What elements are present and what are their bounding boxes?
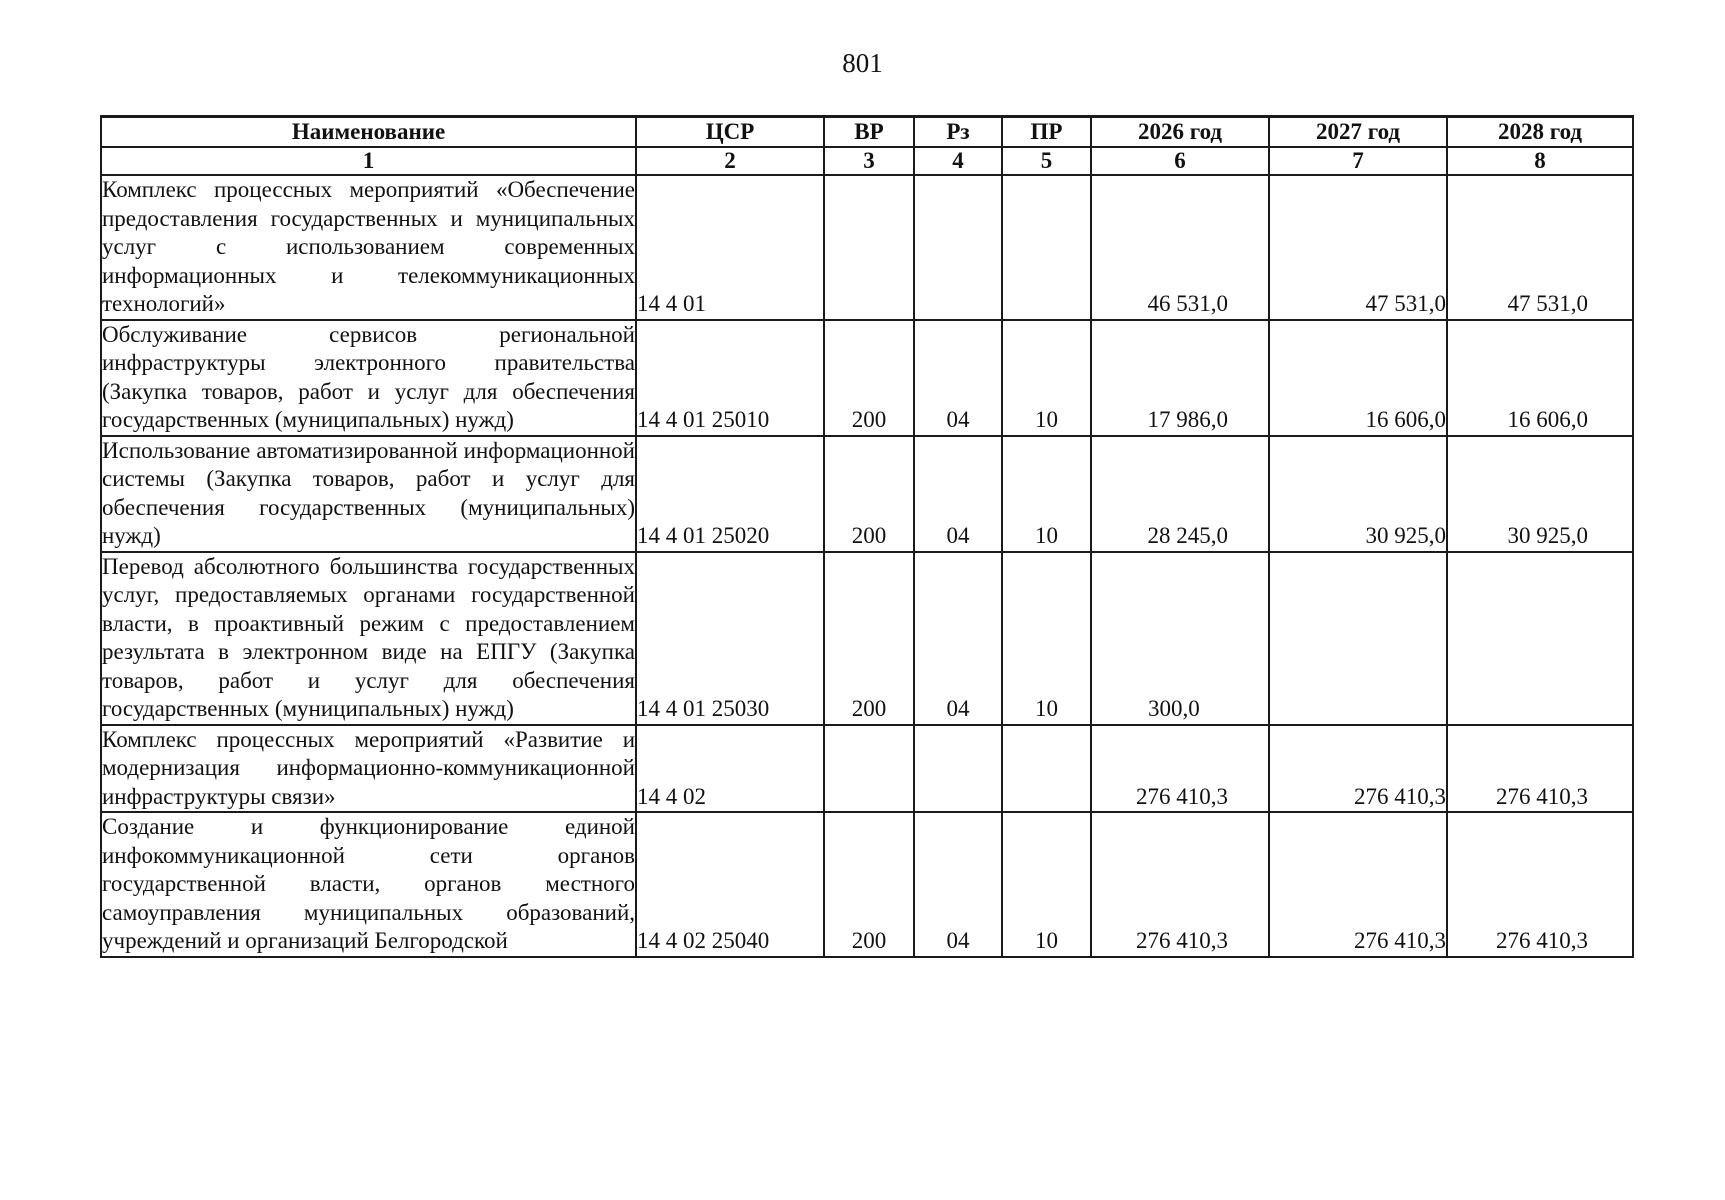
table-row (101, 436, 1633, 552)
row-2028: 30 925,0 (1447, 436, 1633, 552)
row-2026: 276 410,3 (1091, 812, 1269, 957)
row-name: Комплекс процессных мероприятий «Обеспечение предоставления государственных и муниципальных услуг с использованием современных информационных и телекоммуникационных технологий» (101, 175, 636, 320)
page-number: 801 (842, 48, 883, 78)
row-2028: 16 606,0 (1447, 320, 1633, 436)
row-csr: 14 4 02 25040 (636, 812, 824, 957)
row-rz: 04 (914, 320, 1002, 436)
header-vr: ВР (824, 117, 914, 148)
row-rz (914, 725, 1002, 813)
column-number-row (101, 147, 1633, 175)
row-csr: 14 4 02 (636, 725, 824, 813)
row-rz: 04 (914, 812, 1002, 957)
column-number: 5 (1002, 147, 1091, 175)
row-2027 (1269, 552, 1447, 725)
column-number: 2 (636, 147, 824, 175)
header-csr: ЦСР (636, 117, 824, 148)
row-rz: 04 (914, 436, 1002, 552)
row-name: Комплекс процессных мероприятий «Развитие и модернизация информационно-коммуникационной инфраструктуры связи» (101, 725, 636, 813)
row-csr: 14 4 01 25010 (636, 320, 824, 436)
column-number: 8 (1447, 147, 1633, 175)
row-pr: 10 (1002, 320, 1091, 436)
row-vr: 200 (824, 320, 914, 436)
row-vr (824, 725, 914, 813)
row-2026: 46 531,0 (1091, 175, 1269, 320)
row-2027: 276 410,3 (1269, 812, 1447, 957)
row-vr (824, 175, 914, 320)
table-row (101, 812, 1633, 957)
row-2028: 47 531,0 (1447, 175, 1633, 320)
row-2028: 276 410,3 (1447, 725, 1633, 813)
row-rz (914, 175, 1002, 320)
header-2027: 2027 год (1269, 117, 1447, 148)
row-vr: 200 (824, 436, 914, 552)
row-name: Перевод абсолютного большинства государственных услуг, предоставляемых органами государственной власти, в проактивный режим с предоставлением результата в электронном виде на ЕПГУ (Закупка товаров, работ и услуг для обеспечения государственных (муниципальных) нужд) (101, 552, 636, 725)
row-2027: 47 531,0 (1269, 175, 1447, 320)
row-vr: 200 (824, 812, 914, 957)
row-name: Использование автоматизированной информационной системы (Закупка товаров, работ и услуг для обеспечения государственных (муниципальных) нужд) (101, 436, 636, 552)
row-pr: 10 (1002, 812, 1091, 957)
row-pr: 10 (1002, 436, 1091, 552)
row-vr: 200 (824, 552, 914, 725)
header-row (101, 117, 1633, 148)
column-number: 1 (101, 147, 636, 175)
header-2026: 2026 год (1091, 117, 1269, 148)
table-row (101, 725, 1633, 813)
row-2026: 276 410,3 (1091, 725, 1269, 813)
row-csr: 14 4 01 25030 (636, 552, 824, 725)
row-2028: 276 410,3 (1447, 812, 1633, 957)
row-2026: 300,0 (1091, 552, 1269, 725)
row-csr: 14 4 01 25020 (636, 436, 824, 552)
row-2027: 30 925,0 (1269, 436, 1447, 552)
row-2027: 16 606,0 (1269, 320, 1447, 436)
header-name: Наименование (101, 117, 636, 148)
table-row (101, 552, 1633, 725)
row-name: Обслуживание сервисов региональной инфраструктуры электронного правительства (Закупка товаров, работ и услуг для обеспечения государственных (муниципальных) нужд) (101, 320, 636, 436)
budget-table (100, 115, 1634, 958)
column-number: 6 (1091, 147, 1269, 175)
row-pr (1002, 725, 1091, 813)
row-2026: 17 986,0 (1091, 320, 1269, 436)
header-rz: Рз (914, 117, 1002, 148)
row-2028 (1447, 552, 1633, 725)
table-row (101, 175, 1633, 320)
row-2027: 276 410,3 (1269, 725, 1447, 813)
header-pr: ПР (1002, 117, 1091, 148)
row-rz: 04 (914, 552, 1002, 725)
table-row (101, 320, 1633, 436)
row-pr: 10 (1002, 552, 1091, 725)
column-number: 3 (824, 147, 914, 175)
column-number: 7 (1269, 147, 1447, 175)
row-2026: 28 245,0 (1091, 436, 1269, 552)
row-name: Создание и функционирование единой инфокоммуникационной сети органов государственной власти, органов местного самоуправления муниципальных образований, учреждений и организаций Белгородской (101, 812, 636, 957)
row-csr: 14 4 01 (636, 175, 824, 320)
row-pr (1002, 175, 1091, 320)
header-2028: 2028 год (1447, 117, 1633, 148)
column-number: 4 (914, 147, 1002, 175)
